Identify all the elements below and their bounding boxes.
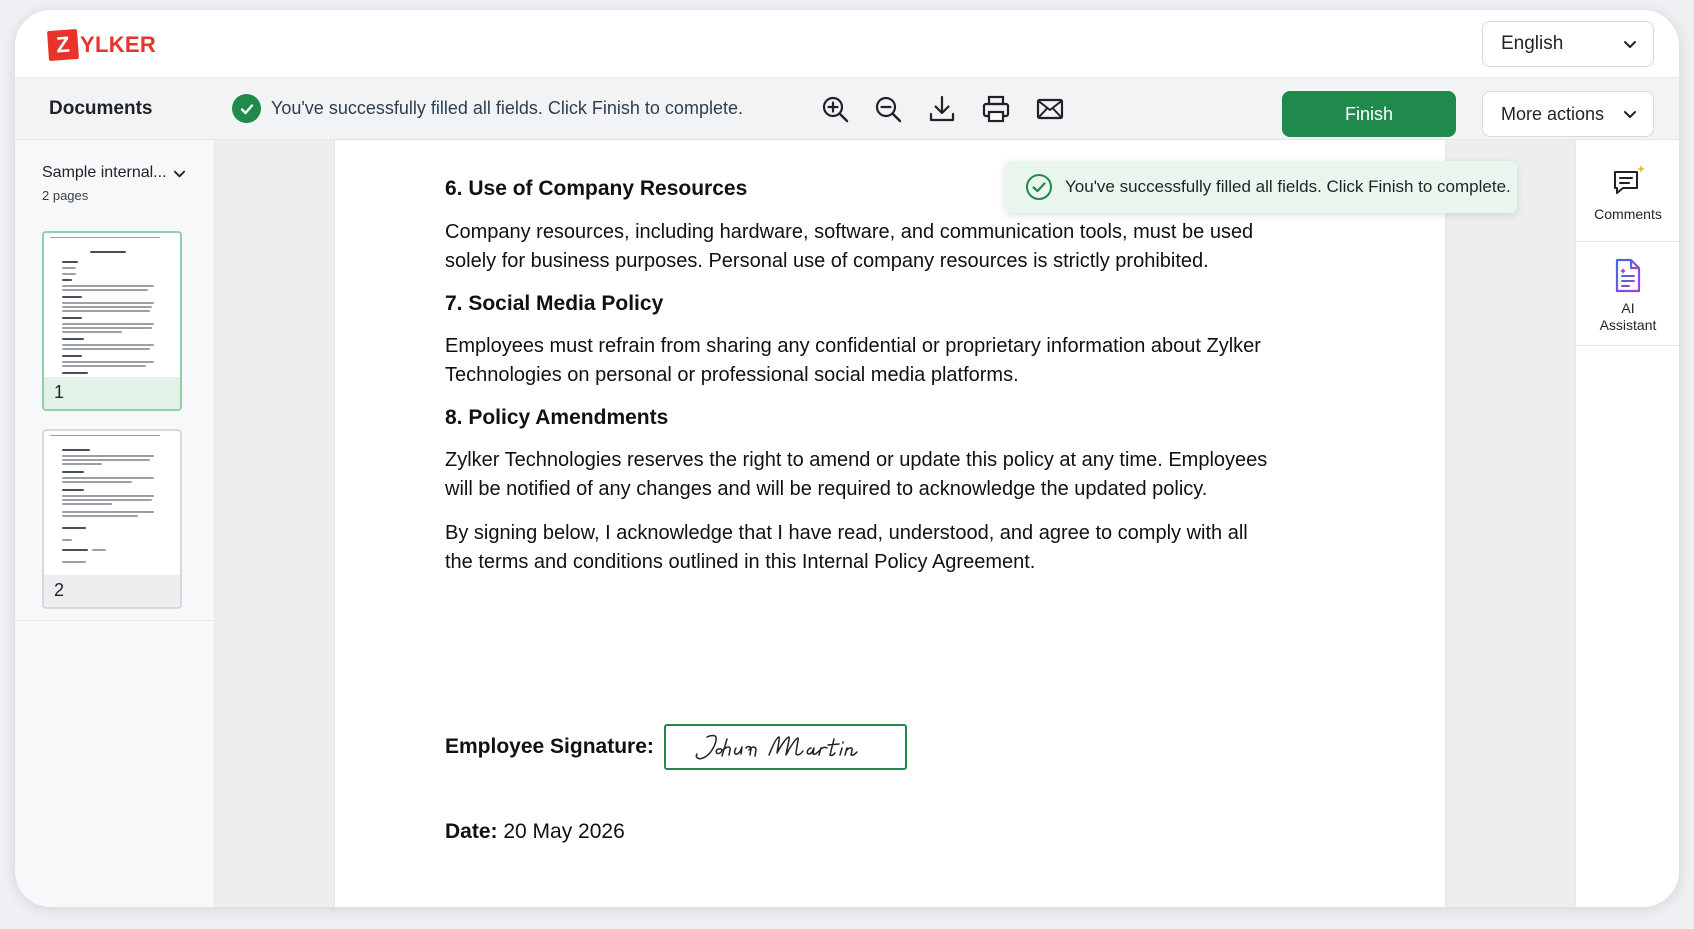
date-value: 20 May 2026	[503, 820, 625, 843]
comments-label: Comments	[1594, 206, 1662, 222]
ai-assistant-label-line2: Assistant	[1599, 317, 1657, 333]
check-circle-outline-icon	[1025, 173, 1053, 201]
section-heading: 7. Social Media Policy	[445, 292, 664, 315]
action-bar	[215, 78, 1679, 140]
section-body: Zylker Technologies reserves the right to amend or update this policy at any time. Employees will be notified of any changes and will be required to acknowledge the updated policy.	[445, 449, 1268, 500]
zoom-in-icon[interactable]	[819, 93, 851, 125]
top-header	[15, 10, 1679, 78]
page-thumbnail-1[interactable]	[42, 231, 182, 411]
toast-message: You've successfully filled all fields. Click Finish to complete.	[1065, 177, 1511, 196]
document-page	[335, 140, 1445, 907]
print-icon[interactable]	[980, 93, 1012, 125]
date-label: Date:	[445, 820, 498, 843]
more-actions-button[interactable]	[1482, 91, 1654, 137]
thumbnail-page-number: 2	[44, 575, 180, 607]
zylker-logo	[48, 29, 156, 61]
right-rail	[1575, 140, 1679, 907]
logo-text: YLKER	[80, 32, 157, 57]
zoom-out-icon[interactable]	[872, 93, 904, 125]
section-heading: 8. Policy Amendments	[445, 406, 669, 429]
status-message: You've successfully filled all fields. Click Finish to complete.	[271, 98, 743, 118]
more-actions-label: More actions	[1501, 103, 1605, 124]
page-count: 2 pages	[42, 188, 89, 203]
documents-header	[15, 78, 215, 140]
date-row	[445, 820, 625, 844]
section-body: Employees must refrain from sharing any confidential or proprietary information about Zylker Technologies on personal or professional social media platforms.	[445, 335, 1261, 386]
documents-title: Documents	[49, 97, 153, 119]
signature-field[interactable]	[664, 724, 907, 770]
check-circle-icon	[232, 94, 261, 123]
status-banner	[232, 94, 743, 123]
section-heading: 6. Use of Company Resources	[445, 177, 748, 200]
sidebar-divider	[15, 620, 215, 621]
language-select[interactable]	[1482, 21, 1654, 67]
document-selector[interactable]	[42, 164, 186, 203]
signature-label: Employee Signature:	[445, 735, 654, 758]
documents-sidebar	[15, 140, 215, 907]
comments-icon	[1609, 164, 1647, 200]
page-thumbnail-2[interactable]	[42, 429, 182, 609]
handwritten-signature	[685, 729, 885, 765]
document-name: Sample internal...	[42, 164, 167, 181]
logo-mark: Z	[47, 29, 79, 61]
document-content	[445, 177, 1275, 577]
ai-document-icon	[1611, 258, 1645, 294]
email-icon[interactable]	[1034, 93, 1066, 125]
chevron-down-icon	[1623, 37, 1637, 51]
acknowledgement-text: By signing below, I acknowledge that I have read, understood, and agree to comply with all the terms and conditions outlined in this Internal Policy Agreement.	[445, 522, 1248, 573]
rail-divider	[1576, 345, 1679, 346]
section-body: Company resources, including hardware, software, and communication tools, must be used solely for business purposes. Personal use of company resources is strictly prohibited.	[445, 221, 1254, 272]
signature-row	[445, 724, 907, 770]
download-icon[interactable]	[926, 93, 958, 125]
comments-button[interactable]	[1576, 164, 1679, 223]
ai-assistant-button[interactable]	[1576, 258, 1679, 334]
success-toast	[1005, 161, 1517, 213]
rail-divider	[1576, 241, 1679, 242]
app-window	[15, 10, 1679, 907]
thumbnail-page-number: 1	[44, 377, 180, 409]
finish-button[interactable]: Finish	[1282, 91, 1456, 137]
chevron-down-icon	[1623, 107, 1637, 121]
document-canvas[interactable]	[215, 140, 1575, 907]
ai-assistant-label-line1: AI	[1621, 300, 1635, 316]
language-value: English	[1501, 33, 1564, 54]
chevron-down-icon	[173, 167, 186, 180]
